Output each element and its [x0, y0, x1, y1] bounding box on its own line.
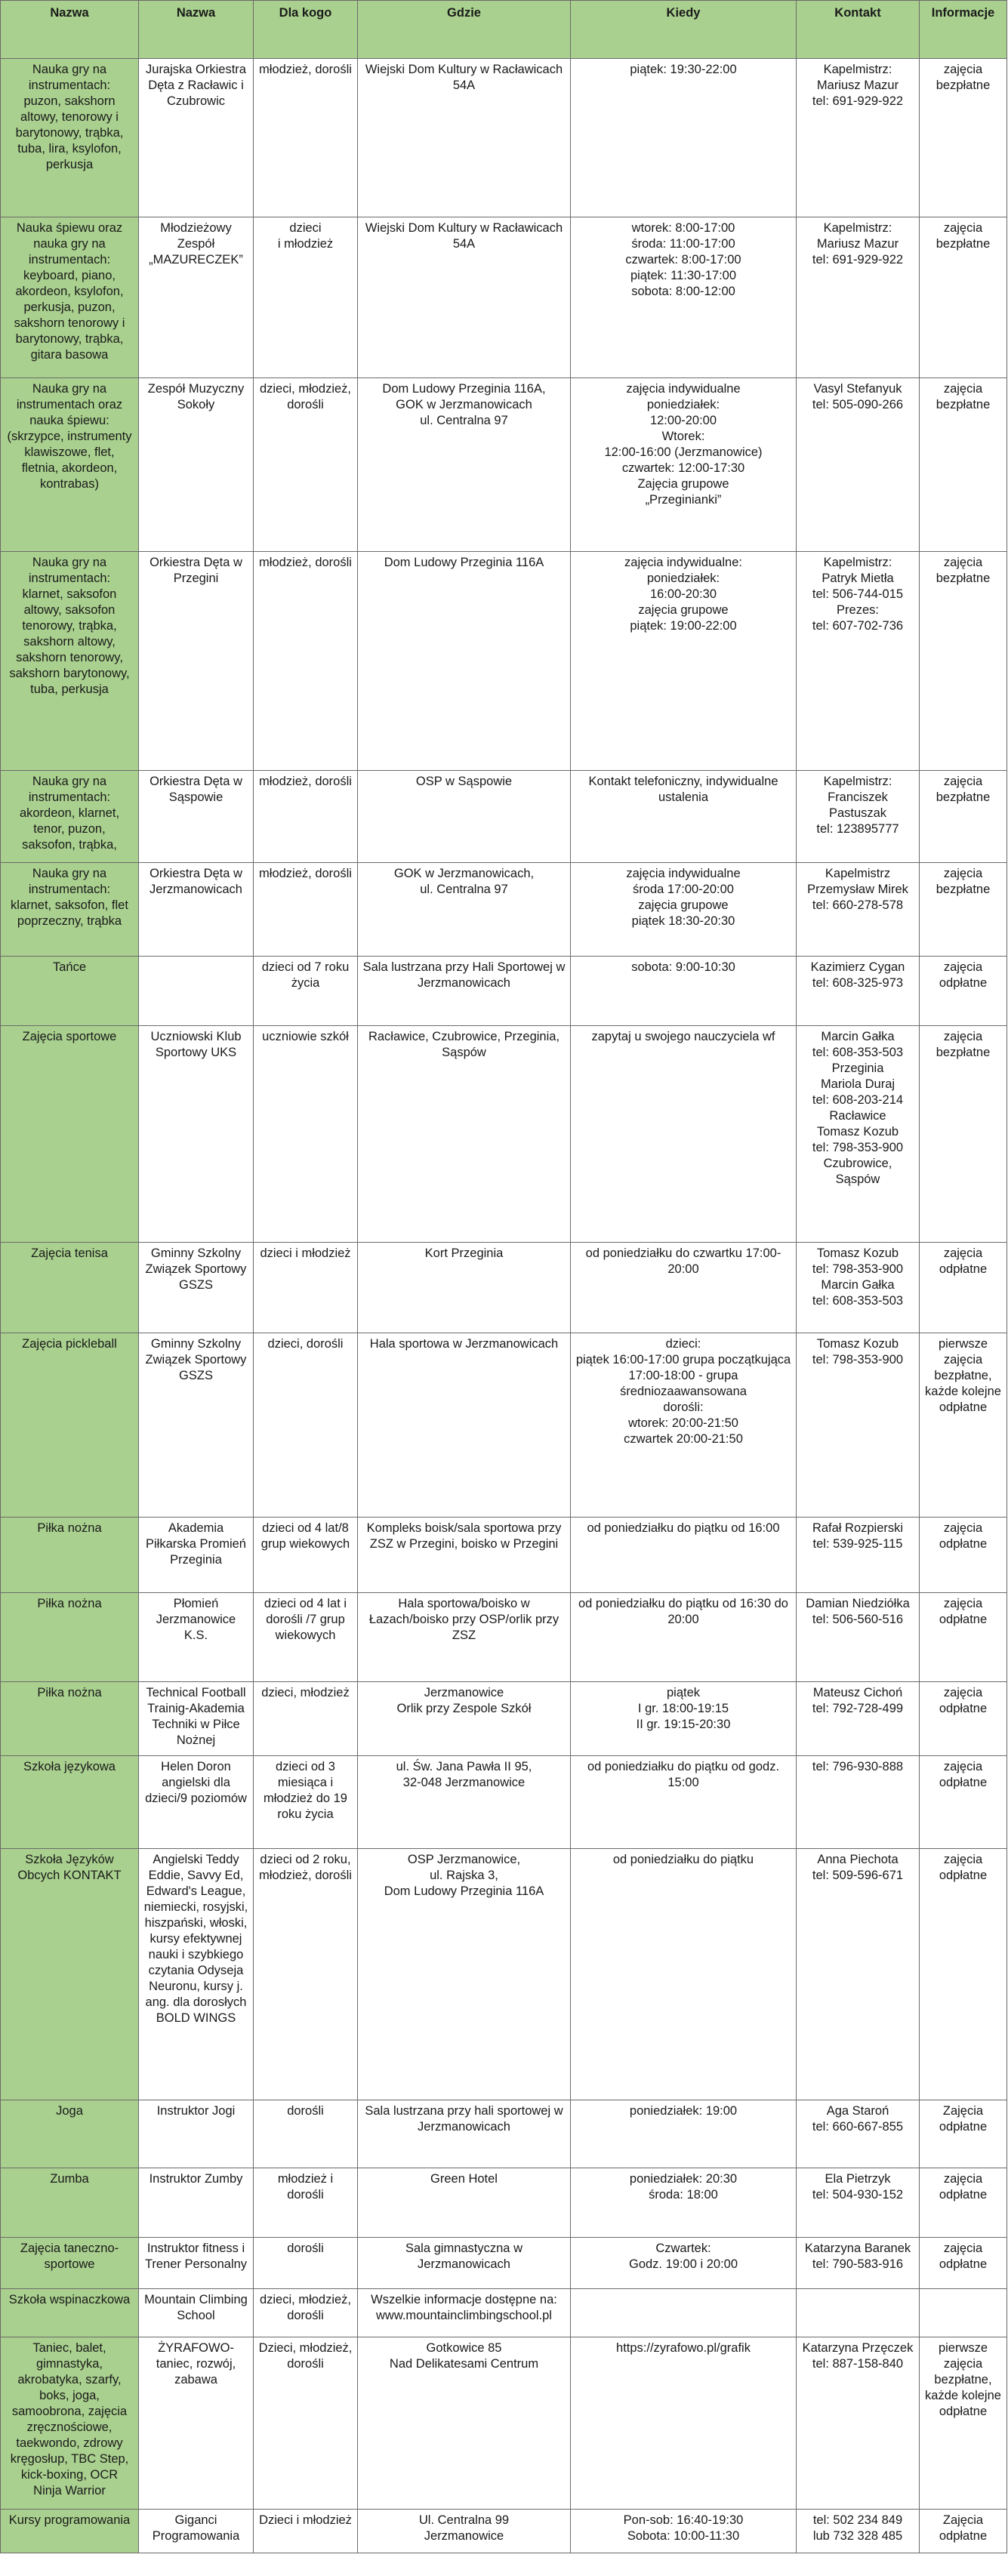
cell-kontakt: Kapelmistrz: Mariusz Mazur tel: 691-929-922 [797, 217, 920, 378]
cell-kontakt: tel: 502 234 849 lub 732 328 485 [797, 2510, 920, 2553]
cell-informacje: Zajęcia odpłatne [920, 2100, 1007, 2168]
cell-organizator: Giganci Programowania [139, 2510, 254, 2553]
table-row [1, 217, 1007, 378]
header-organizator: Nazwa [139, 1, 254, 59]
table-body [1, 59, 1007, 2553]
cell-nazwa: Taniec, balet, gimnastyka, akrobatyka, szarfy, boks, joga, samoobrona, zajęcia zręcznościowe, taekwondo, zdrowy kręgosłup, TBC Step, kick-boxing, OCR Ninja Warrior [1, 2337, 139, 2510]
header-gdzie: Gdzie [358, 1, 571, 59]
cell-organizator: Orkiestra Dęta w Sąspowie [139, 771, 254, 863]
cell-nazwa: Nauka śpiewu oraz nauka gry na instrumentach: keyboard, piano, akordeon, ksylofon, perkusja, puzon, sakshorn tenorowy i barytonowy, trąbka, gitara basowa [1, 217, 139, 378]
cell-dla-kogo: młodzież, dorośli [254, 863, 358, 957]
cell-informacje: zajęcia odpłatne [920, 1518, 1007, 1593]
table-row [1, 957, 1007, 1026]
cell-kontakt: Kazimierz Cygan tel: 608-325-973 [797, 957, 920, 1026]
table-row [1, 378, 1007, 552]
table-row [1, 59, 1007, 217]
cell-nazwa: Piłka nożna [1, 1593, 139, 1682]
cell-gdzie: Dom Ludowy Przeginia 116A, GOK w Jerzmanowicach ul. Centralna 97 [358, 378, 571, 552]
cell-nazwa: Nauka gry na instrumentach oraz nauka śpiewu: (skrzypce, instrumenty klawiszowe, flet, fletnia, akordeon, kontrabas) [1, 378, 139, 552]
table-row [1, 1026, 1007, 1243]
cell-gdzie: Hala sportowa w Jerzmanowicach [358, 1333, 571, 1518]
cell-informacje: zajęcia odpłatne [920, 1756, 1007, 1849]
cell-dla-kogo: młodzież, dorośli [254, 59, 358, 217]
cell-informacje: zajęcia bezpłatne [920, 771, 1007, 863]
table-row [1, 2289, 1007, 2337]
cell-nazwa: Szkoła językowa [1, 1756, 139, 1849]
cell-organizator: Helen Doron angielski dla dzieci/9 poziomów [139, 1756, 254, 1849]
cell-organizator: Instruktor Zumby [139, 2168, 254, 2238]
cell-nazwa: Nauka gry na instrumentach: puzon, sakshorn altowy, tenorowy i barytonowy, trąbka, tuba, lira, ksylofon, perkusja [1, 59, 139, 217]
cell-kontakt: Aga Staroń tel: 660-667-855 [797, 2100, 920, 2168]
cell-gdzie: Kort Przeginia [358, 1243, 571, 1333]
cell-kiedy: piątek: 19:30-22:00 [571, 59, 797, 217]
cell-gdzie: Wszelkie informacje dostępne na: www.mountainclimbingschool.pl [358, 2289, 571, 2337]
cell-kontakt: Vasyl Stefanyuk tel: 505-090-266 [797, 378, 920, 552]
cell-dla-kogo: dorośli [254, 2238, 358, 2289]
table-row [1, 2337, 1007, 2510]
cell-kiedy: wtorek: 8:00-17:00 środa: 11:00-17:00 czwartek: 8:00-17:00 piątek: 11:30-17:00 sobota: 8:00-12:00 [571, 217, 797, 378]
cell-dla-kogo: młodzież i dorośli [254, 2168, 358, 2238]
cell-gdzie: Ul. Centralna 99 Jerzmanowice [358, 2510, 571, 2553]
cell-gdzie: Wiejski Dom Kultury w Racławicach 54A [358, 217, 571, 378]
cell-kontakt: Tomasz Kozub tel: 798-353-900 Marcin Gałka tel: 608-353-503 [797, 1243, 920, 1333]
cell-nazwa: Nauka gry na instrumentach: klarnet, saksofon altowy, saksofon tenorowy, trąbka, sakshorn altowy, sakshorn tenorowy, sakshorn barytonowy, tuba, perkusja [1, 552, 139, 771]
cell-gdzie: Sala lustrzana przy Hali Sportowej w Jerzmanowicach [358, 957, 571, 1026]
cell-kontakt [797, 2289, 920, 2337]
header-dla-kogo: Dla kogo [254, 1, 358, 59]
header-kiedy: Kiedy [571, 1, 797, 59]
cell-organizator: Gminny Szkolny Związek Sportowy GSZS [139, 1333, 254, 1518]
cell-organizator: Orkiestra Dęta w Jerzmanowicach [139, 863, 254, 957]
header-kontakt: Kontakt [797, 1, 920, 59]
cell-dla-kogo: dzieci od 2 roku, młodzież, dorośli [254, 1849, 358, 2100]
cell-kontakt: Kapelmistrz: Franciszek Pastuszak tel: 123895777 [797, 771, 920, 863]
cell-dla-kogo: dzieci od 3 miesiąca i młodzież do 19 roku życia [254, 1756, 358, 1849]
table-row [1, 1756, 1007, 1849]
cell-kontakt: Ela Pietrzyk tel: 504-930-152 [797, 2168, 920, 2238]
cell-dla-kogo: dzieci od 4 lat i dorośli /7 grup wiekowych [254, 1593, 358, 1682]
cell-dla-kogo: młodzież, dorośli [254, 771, 358, 863]
cell-kiedy: od poniedziałku do piątku od 16:30 do 20:00 [571, 1593, 797, 1682]
cell-kiedy: dzieci: piątek 16:00-17:00 grupa początkująca 17:00-18:00 - grupa średniozaawansowana dorośli: wtorek: 20:00-21:50 czwartek 20:00-21:50 [571, 1333, 797, 1518]
cell-kiedy: zapytaj u swojego nauczyciela wf [571, 1026, 797, 1243]
header-informacje: Informacje [920, 1, 1007, 59]
cell-nazwa: Nauka gry na instrumentach: klarnet, saksofon, flet poprzeczny, trąbka [1, 863, 139, 957]
cell-nazwa: Joga [1, 2100, 139, 2168]
cell-dla-kogo: dzieci od 7 roku życia [254, 957, 358, 1026]
cell-informacje: zajęcia odpłatne [920, 957, 1007, 1026]
cell-dla-kogo: dzieci i młodzież [254, 1243, 358, 1333]
cell-gdzie: Racławice, Czubrowice, Przeginia, Sąspów [358, 1026, 571, 1243]
cell-gdzie: OSP Jerzmanowice, ul. Rajska 3, Dom Ludowy Przeginia 116A [358, 1849, 571, 2100]
cell-kontakt: Rafał Rozpierski tel: 539-925-115 [797, 1518, 920, 1593]
cell-kontakt: tel: 796-930-888 [797, 1756, 920, 1849]
cell-kontakt: Tomasz Kozub tel: 798-353-900 [797, 1333, 920, 1518]
cell-dla-kogo: dzieci, młodzież, dorośli [254, 378, 358, 552]
cell-dla-kogo: młodzież, dorośli [254, 552, 358, 771]
table-row [1, 771, 1007, 863]
cell-kontakt: Mateusz Cichoń tel: 792-728-499 [797, 1682, 920, 1756]
cell-nazwa: Zajęcia tenisa [1, 1243, 139, 1333]
header-row [1, 1, 1007, 59]
cell-kiedy: zajęcia indywidualne: poniedziałek: 16:00-20:30 zajęcia grupowe piątek: 19:00-22:00 [571, 552, 797, 771]
table-row [1, 1333, 1007, 1518]
cell-kiedy: zajęcia indywidualne poniedziałek: 12:00-20:00 Wtorek: 12:00-16:00 (Jerzmanowice) czwartek: 12:00-17:30 Zajęcia grupowe „Przeginianki” [571, 378, 797, 552]
table-row [1, 1849, 1007, 2100]
cell-gdzie: Green Hotel [358, 2168, 571, 2238]
cell-nazwa: Zajęcia taneczno-sportowe [1, 2238, 139, 2289]
table-row [1, 863, 1007, 957]
table-row [1, 2238, 1007, 2289]
cell-gdzie: Gotkowice 85 Nad Delikatesami Centrum [358, 2337, 571, 2510]
cell-informacje: zajęcia odpłatne [920, 1849, 1007, 2100]
cell-nazwa: Tańce [1, 957, 139, 1026]
cell-informacje: zajęcia odpłatne [920, 2238, 1007, 2289]
cell-informacje: zajęcia odpłatne [920, 1243, 1007, 1333]
cell-kontakt: Anna Piechota tel: 509-596-671 [797, 1849, 920, 2100]
cell-kontakt: Kapelmistrz Przemysław Mirek tel: 660-278-578 [797, 863, 920, 957]
cell-nazwa: Zajęcia pickleball [1, 1333, 139, 1518]
cell-kontakt: Kapelmistrz: Patryk Mietła tel: 506-744-015 Prezes: tel: 607-702-736 [797, 552, 920, 771]
cell-organizator: Instruktor Jogi [139, 2100, 254, 2168]
cell-organizator [139, 957, 254, 1026]
cell-kiedy: Pon-sob: 16:40-19:30 Sobota: 10:00-11:30 [571, 2510, 797, 2553]
cell-organizator: Technical Football Trainig-Akademia Techniki w Piłce Nożnej [139, 1682, 254, 1756]
cell-nazwa: Zajęcia sportowe [1, 1026, 139, 1243]
cell-kiedy: poniedziałek: 19:00 [571, 2100, 797, 2168]
cell-nazwa: Szkoła wspinaczkowa [1, 2289, 139, 2337]
cell-gdzie: Wiejski Dom Kultury w Racławicach 54A [358, 59, 571, 217]
cell-gdzie: OSP w Sąspowie [358, 771, 571, 863]
cell-dla-kogo: dzieci, młodzież [254, 1682, 358, 1756]
cell-dla-kogo: dzieci, młodzież, dorośli [254, 2289, 358, 2337]
cell-dla-kogo: uczniowie szkół [254, 1026, 358, 1243]
cell-informacje: zajęcia bezpłatne [920, 59, 1007, 217]
cell-gdzie: ul. Św. Jana Pawła II 95, 32-048 Jerzmanowice [358, 1756, 571, 1849]
cell-informacje: zajęcia bezpłatne [920, 552, 1007, 771]
cell-dla-kogo: dzieci, dorośli [254, 1333, 358, 1518]
cell-kiedy: od poniedziałku do piątku [571, 1849, 797, 2100]
cell-informacje: pierwsze zajęcia bezpłatne, każde kolejne odpłatne [920, 1333, 1007, 1518]
table-row [1, 552, 1007, 771]
table-row [1, 1593, 1007, 1682]
cell-gdzie: Jerzmanowice Orlik przy Zespole Szkół [358, 1682, 571, 1756]
cell-organizator: Młodzieżowy Zespół „MAZURECZEK” [139, 217, 254, 378]
cell-gdzie: GOK w Jerzmanowicach, ul. Centralna 97 [358, 863, 571, 957]
cell-informacje: Zajęcia odpłatne [920, 2510, 1007, 2553]
cell-kiedy: zajęcia indywidualne środa 17:00-20:00 zajęcia grupowe piątek 18:30-20:30 [571, 863, 797, 957]
cell-kontakt: Marcin Gałka tel: 608-353-503 Przeginia Mariola Duraj tel: 608-203-214 Racławice Tomasz Kozub tel: 798-353-900 Czubrowice, Sąspów [797, 1026, 920, 1243]
cell-organizator: Płomień Jerzmanowice K.S. [139, 1593, 254, 1682]
cell-dla-kogo: dorośli [254, 2100, 358, 2168]
cell-kiedy: poniedziałek: 20:30 środa: 18:00 [571, 2168, 797, 2238]
cell-kontakt: Katarzyna Przęczek tel: 887-158-840 [797, 2337, 920, 2510]
cell-organizator: Jurajska Orkiestra Dęta z Racławic i Czubrowic [139, 59, 254, 217]
cell-kiedy: od poniedziałku do piątku od godz. 15:00 [571, 1756, 797, 1849]
cell-gdzie: Hala sportowa/boisko w Łazach/boisko przy OSP/orlik przy ZSZ [358, 1593, 571, 1682]
table-row [1, 1518, 1007, 1593]
cell-nazwa: Piłka nożna [1, 1518, 139, 1593]
cell-nazwa: Zumba [1, 2168, 139, 2238]
cell-kiedy: od poniedziałku do czwartku 17:00-20:00 [571, 1243, 797, 1333]
cell-dla-kogo: dzieci od 4 lat/8 grup wiekowych [254, 1518, 358, 1593]
cell-informacje: zajęcia odpłatne [920, 1593, 1007, 1682]
cell-informacje [920, 2289, 1007, 2337]
cell-kiedy: Kontakt telefoniczny, indywidualne ustalenia [571, 771, 797, 863]
cell-nazwa: Szkoła Języków Obcych KONTAKT [1, 1849, 139, 2100]
cell-kontakt: Damian Niedziółka tel: 506-560-516 [797, 1593, 920, 1682]
cell-organizator: Gminny Szkolny Związek Sportowy GSZS [139, 1243, 254, 1333]
cell-informacje: pierwsze zajęcia bezpłatne, każde kolejne odpłatne [920, 2337, 1007, 2510]
cell-informacje: zajęcia bezpłatne [920, 378, 1007, 552]
cell-organizator: Instruktor fitness i Trener Personalny [139, 2238, 254, 2289]
cell-kiedy: https://zyrafowo.pl/grafik [571, 2337, 797, 2510]
cell-kiedy: Czwartek: Godz. 19:00 i 20:00 [571, 2238, 797, 2289]
cell-organizator: Angielski Teddy Eddie, Savvy Ed, Edward's League, niemiecki, rosyjski, hiszpański, włoski, kursy efektywnej nauki i szybkiego czytania Odyseja Neuronu, kursy j. ang. dla dorosłych BOLD WINGS [139, 1849, 254, 2100]
cell-dla-kogo: Dzieci, młodzież, dorośli [254, 2337, 358, 2510]
cell-nazwa: Piłka nożna [1, 1682, 139, 1756]
cell-gdzie: Sala gimnastyczna w Jerzmanowicach [358, 2238, 571, 2289]
cell-gdzie: Kompleks boisk/sala sportowa przy ZSZ w Przegini, boisko w Przegini [358, 1518, 571, 1593]
table-row [1, 1682, 1007, 1756]
cell-organizator: ŻYRAFOWO-taniec, rozwój, zabawa [139, 2337, 254, 2510]
cell-kontakt: Kapelmistrz: Mariusz Mazur tel: 691-929-922 [797, 59, 920, 217]
cell-organizator: Zespół Muzyczny Sokoły [139, 378, 254, 552]
cell-organizator: Orkiestra Dęta w Przegini [139, 552, 254, 771]
cell-nazwa: Kursy programowania [1, 2510, 139, 2553]
table-row [1, 2168, 1007, 2238]
cell-gdzie: Dom Ludowy Przeginia 116A [358, 552, 571, 771]
cell-informacje: zajęcia odpłatne [920, 2168, 1007, 2238]
cell-kiedy [571, 2289, 797, 2337]
cell-informacje: zajęcia odpłatne [920, 1682, 1007, 1756]
cell-organizator: Akademia Piłkarska Promień Przeginia [139, 1518, 254, 1593]
cell-kiedy: sobota: 9:00-10:30 [571, 957, 797, 1026]
cell-organizator: Uczniowski Klub Sportowy UKS [139, 1026, 254, 1243]
cell-kontakt: Katarzyna Baranek tel: 790-583-916 [797, 2238, 920, 2289]
cell-dla-kogo: Dzieci i młodzież [254, 2510, 358, 2553]
header-nazwa: Nazwa [1, 1, 139, 59]
table-row [1, 1243, 1007, 1333]
cell-kiedy: od poniedziałku do piątku od 16:00 [571, 1518, 797, 1593]
cell-informacje: zajęcia bezpłatne [920, 863, 1007, 957]
cell-gdzie: Sala lustrzana przy hali sportowej w Jerzmanowicach [358, 2100, 571, 2168]
cell-kiedy: piątek I gr. 18:00-19:15 II gr. 19:15-20:30 [571, 1682, 797, 1756]
table-row [1, 2510, 1007, 2553]
cell-organizator: Mountain Climbing School [139, 2289, 254, 2337]
cell-nazwa: Nauka gry na instrumentach: akordeon, klarnet, tenor, puzon, saksofon, trąbka, [1, 771, 139, 863]
table-row [1, 2100, 1007, 2168]
cell-informacje: zajęcia bezpłatne [920, 217, 1007, 378]
cell-informacje: zajęcia bezpłatne [920, 1026, 1007, 1243]
cell-dla-kogo: dzieci i młodzież [254, 217, 358, 378]
